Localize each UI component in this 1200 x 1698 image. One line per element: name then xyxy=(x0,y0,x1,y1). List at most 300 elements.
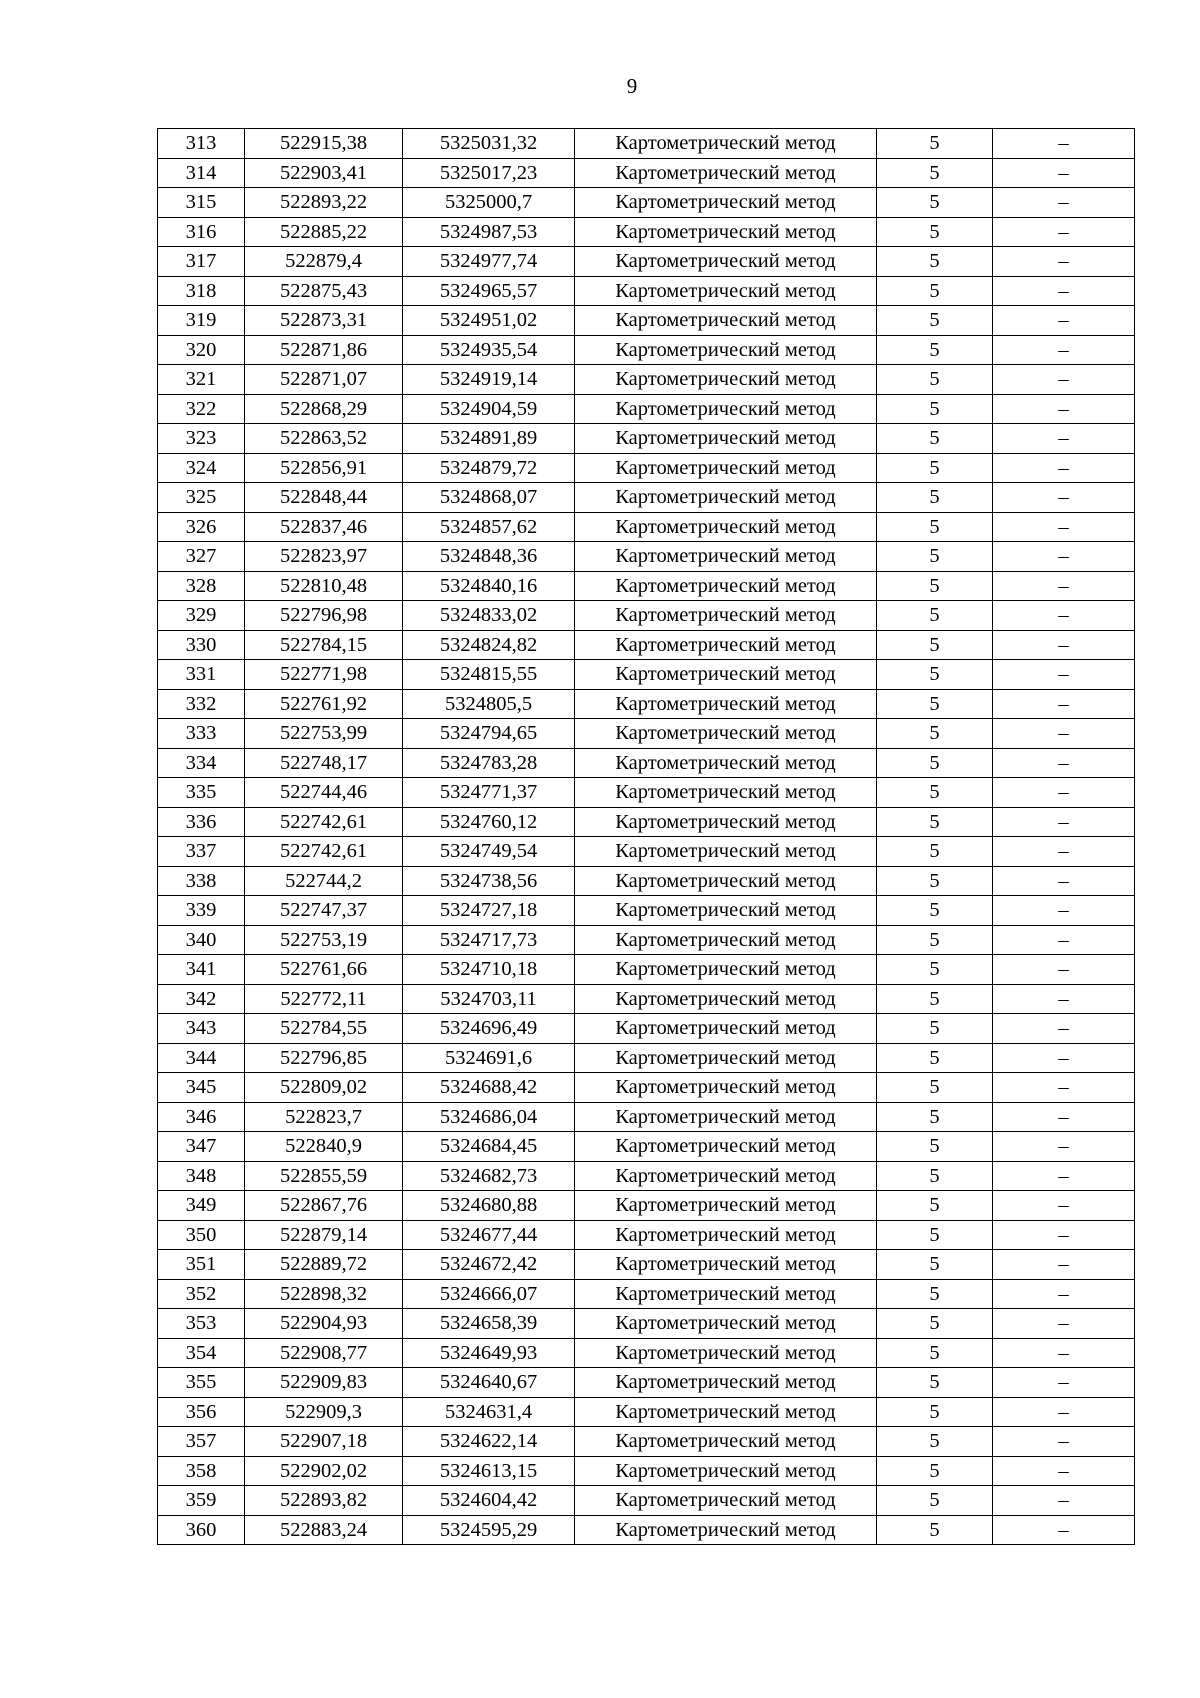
accuracy-cell: 5 xyxy=(877,247,993,277)
method-cell: Картометрический метод xyxy=(575,778,877,808)
table-row xyxy=(158,896,1135,926)
table-row xyxy=(158,925,1135,955)
table-row xyxy=(158,1250,1135,1280)
method-cell: Картометрический метод xyxy=(575,1456,877,1486)
point-number-cell: 350 xyxy=(158,1220,245,1250)
table-row xyxy=(158,1486,1135,1516)
table-row xyxy=(158,394,1135,424)
x-coordinate-cell: 522742,61 xyxy=(245,837,403,867)
y-coordinate-cell: 5324868,07 xyxy=(403,483,575,513)
point-number-cell: 336 xyxy=(158,807,245,837)
accuracy-cell: 5 xyxy=(877,512,993,542)
point-number-cell: 352 xyxy=(158,1279,245,1309)
x-coordinate-cell: 522744,2 xyxy=(245,866,403,896)
point-number-cell: 326 xyxy=(158,512,245,542)
point-number-cell: 353 xyxy=(158,1309,245,1339)
description-cell: – xyxy=(993,1043,1135,1073)
accuracy-cell: 5 xyxy=(877,660,993,690)
y-coordinate-cell: 5325031,32 xyxy=(403,129,575,159)
y-coordinate-cell: 5324696,49 xyxy=(403,1014,575,1044)
x-coordinate-cell: 522871,07 xyxy=(245,365,403,395)
y-coordinate-cell: 5324794,65 xyxy=(403,719,575,749)
y-coordinate-cell: 5324691,6 xyxy=(403,1043,575,1073)
y-coordinate-cell: 5324703,11 xyxy=(403,984,575,1014)
x-coordinate-cell: 522837,46 xyxy=(245,512,403,542)
method-cell: Картометрический метод xyxy=(575,748,877,778)
point-number-cell: 331 xyxy=(158,660,245,690)
point-number-cell: 329 xyxy=(158,601,245,631)
page-number: 9 xyxy=(626,74,638,98)
accuracy-cell: 5 xyxy=(877,1250,993,1280)
x-coordinate-cell: 522868,29 xyxy=(245,394,403,424)
method-cell: Картометрический метод xyxy=(575,1397,877,1427)
table-row xyxy=(158,601,1135,631)
table-row xyxy=(158,1073,1135,1103)
method-cell: Картометрический метод xyxy=(575,837,877,867)
y-coordinate-cell: 5324640,67 xyxy=(403,1368,575,1398)
coordinates-table xyxy=(157,128,1135,1545)
table-row xyxy=(158,217,1135,247)
y-coordinate-cell: 5324965,57 xyxy=(403,276,575,306)
method-cell: Картометрический метод xyxy=(575,807,877,837)
point-number-cell: 342 xyxy=(158,984,245,1014)
x-coordinate-cell: 522796,85 xyxy=(245,1043,403,1073)
description-cell: – xyxy=(993,1220,1135,1250)
point-number-cell: 328 xyxy=(158,571,245,601)
table-row xyxy=(158,866,1135,896)
table-row xyxy=(158,1132,1135,1162)
accuracy-cell: 5 xyxy=(877,158,993,188)
accuracy-cell: 5 xyxy=(877,188,993,218)
y-coordinate-cell: 5324684,45 xyxy=(403,1132,575,1162)
method-cell: Картометрический метод xyxy=(575,1427,877,1457)
description-cell: – xyxy=(993,660,1135,690)
point-number-cell: 339 xyxy=(158,896,245,926)
point-number-cell: 359 xyxy=(158,1486,245,1516)
y-coordinate-cell: 5324604,42 xyxy=(403,1486,575,1516)
point-number-cell: 315 xyxy=(158,188,245,218)
method-cell: Картометрический метод xyxy=(575,866,877,896)
table-row xyxy=(158,837,1135,867)
table-row xyxy=(158,424,1135,454)
description-cell: – xyxy=(993,1338,1135,1368)
table-row xyxy=(158,1043,1135,1073)
y-coordinate-cell: 5324688,42 xyxy=(403,1073,575,1103)
description-cell: – xyxy=(993,1132,1135,1162)
method-cell: Картометрический метод xyxy=(575,1132,877,1162)
description-cell: – xyxy=(993,365,1135,395)
point-number-cell: 358 xyxy=(158,1456,245,1486)
x-coordinate-cell: 522903,41 xyxy=(245,158,403,188)
x-coordinate-cell: 522908,77 xyxy=(245,1338,403,1368)
accuracy-cell: 5 xyxy=(877,807,993,837)
y-coordinate-cell: 5324805,5 xyxy=(403,689,575,719)
coordinates-table-body xyxy=(158,129,1135,1545)
x-coordinate-cell: 522883,24 xyxy=(245,1515,403,1545)
description-cell: – xyxy=(993,1250,1135,1280)
point-number-cell: 330 xyxy=(158,630,245,660)
point-number-cell: 335 xyxy=(158,778,245,808)
method-cell: Картометрический метод xyxy=(575,1279,877,1309)
x-coordinate-cell: 522879,14 xyxy=(245,1220,403,1250)
description-cell: – xyxy=(993,866,1135,896)
table-row xyxy=(158,689,1135,719)
method-cell: Картометрический метод xyxy=(575,984,877,1014)
method-cell: Картометрический метод xyxy=(575,1515,877,1545)
point-number-cell: 351 xyxy=(158,1250,245,1280)
description-cell: – xyxy=(993,1456,1135,1486)
method-cell: Картометрический метод xyxy=(575,247,877,277)
y-coordinate-cell: 5324622,14 xyxy=(403,1427,575,1457)
point-number-cell: 343 xyxy=(158,1014,245,1044)
table-row xyxy=(158,542,1135,572)
method-cell: Картометрический метод xyxy=(575,1309,877,1339)
point-number-cell: 313 xyxy=(158,129,245,159)
x-coordinate-cell: 522796,98 xyxy=(245,601,403,631)
y-coordinate-cell: 5324815,55 xyxy=(403,660,575,690)
description-cell: – xyxy=(993,837,1135,867)
accuracy-cell: 5 xyxy=(877,365,993,395)
table-row xyxy=(158,276,1135,306)
description-cell: – xyxy=(993,1515,1135,1545)
y-coordinate-cell: 5324783,28 xyxy=(403,748,575,778)
method-cell: Картометрический метод xyxy=(575,660,877,690)
accuracy-cell: 5 xyxy=(877,748,993,778)
method-cell: Картометрический метод xyxy=(575,158,877,188)
y-coordinate-cell: 5324879,72 xyxy=(403,453,575,483)
description-cell: – xyxy=(993,807,1135,837)
x-coordinate-cell: 522823,97 xyxy=(245,542,403,572)
method-cell: Картометрический метод xyxy=(575,1014,877,1044)
y-coordinate-cell: 5324717,73 xyxy=(403,925,575,955)
x-coordinate-cell: 522915,38 xyxy=(245,129,403,159)
accuracy-cell: 5 xyxy=(877,1043,993,1073)
point-number-cell: 348 xyxy=(158,1161,245,1191)
point-number-cell: 321 xyxy=(158,365,245,395)
point-number-cell: 345 xyxy=(158,1073,245,1103)
description-cell: – xyxy=(993,571,1135,601)
y-coordinate-cell: 5324686,04 xyxy=(403,1102,575,1132)
description-cell: – xyxy=(993,1309,1135,1339)
method-cell: Картометрический метод xyxy=(575,424,877,454)
accuracy-cell: 5 xyxy=(877,955,993,985)
point-number-cell: 332 xyxy=(158,689,245,719)
x-coordinate-cell: 522761,66 xyxy=(245,955,403,985)
description-cell: – xyxy=(993,1014,1135,1044)
point-number-cell: 323 xyxy=(158,424,245,454)
accuracy-cell: 5 xyxy=(877,424,993,454)
table-row xyxy=(158,512,1135,542)
method-cell: Картометрический метод xyxy=(575,601,877,631)
description-cell: – xyxy=(993,630,1135,660)
point-number-cell: 337 xyxy=(158,837,245,867)
table-row xyxy=(158,1456,1135,1486)
point-number-cell: 355 xyxy=(158,1368,245,1398)
method-cell: Картометрический метод xyxy=(575,1102,877,1132)
table-row xyxy=(158,453,1135,483)
accuracy-cell: 5 xyxy=(877,896,993,926)
method-cell: Картометрический метод xyxy=(575,1191,877,1221)
point-number-cell: 341 xyxy=(158,955,245,985)
description-cell: – xyxy=(993,1279,1135,1309)
table-row xyxy=(158,807,1135,837)
method-cell: Картометрический метод xyxy=(575,335,877,365)
method-cell: Картометрический метод xyxy=(575,571,877,601)
description-cell: – xyxy=(993,453,1135,483)
table-row xyxy=(158,1309,1135,1339)
accuracy-cell: 5 xyxy=(877,542,993,572)
description-cell: – xyxy=(993,483,1135,513)
x-coordinate-cell: 522784,15 xyxy=(245,630,403,660)
accuracy-cell: 5 xyxy=(877,483,993,513)
accuracy-cell: 5 xyxy=(877,394,993,424)
accuracy-cell: 5 xyxy=(877,1486,993,1516)
x-coordinate-cell: 522898,32 xyxy=(245,1279,403,1309)
table-row xyxy=(158,158,1135,188)
table-row xyxy=(158,571,1135,601)
description-cell: – xyxy=(993,335,1135,365)
method-cell: Картометрический метод xyxy=(575,1486,877,1516)
x-coordinate-cell: 522909,83 xyxy=(245,1368,403,1398)
method-cell: Картометрический метод xyxy=(575,306,877,336)
description-cell: – xyxy=(993,719,1135,749)
accuracy-cell: 5 xyxy=(877,335,993,365)
y-coordinate-cell: 5324749,54 xyxy=(403,837,575,867)
accuracy-cell: 5 xyxy=(877,571,993,601)
method-cell: Картометрический метод xyxy=(575,896,877,926)
description-cell: – xyxy=(993,512,1135,542)
accuracy-cell: 5 xyxy=(877,1368,993,1398)
description-cell: – xyxy=(993,1427,1135,1457)
y-coordinate-cell: 5324824,82 xyxy=(403,630,575,660)
method-cell: Картометрический метод xyxy=(575,1161,877,1191)
method-cell: Картометрический метод xyxy=(575,1220,877,1250)
accuracy-cell: 5 xyxy=(877,778,993,808)
point-number-cell: 360 xyxy=(158,1515,245,1545)
y-coordinate-cell: 5324891,89 xyxy=(403,424,575,454)
y-coordinate-cell: 5325000,7 xyxy=(403,188,575,218)
y-coordinate-cell: 5324710,18 xyxy=(403,955,575,985)
x-coordinate-cell: 522856,91 xyxy=(245,453,403,483)
x-coordinate-cell: 522744,46 xyxy=(245,778,403,808)
point-number-cell: 318 xyxy=(158,276,245,306)
accuracy-cell: 5 xyxy=(877,630,993,660)
x-coordinate-cell: 522810,48 xyxy=(245,571,403,601)
method-cell: Картометрический метод xyxy=(575,1368,877,1398)
accuracy-cell: 5 xyxy=(877,1338,993,1368)
description-cell: – xyxy=(993,394,1135,424)
point-number-cell: 327 xyxy=(158,542,245,572)
x-coordinate-cell: 522784,55 xyxy=(245,1014,403,1044)
x-coordinate-cell: 522848,44 xyxy=(245,483,403,513)
accuracy-cell: 5 xyxy=(877,866,993,896)
y-coordinate-cell: 5324682,73 xyxy=(403,1161,575,1191)
table-row xyxy=(158,365,1135,395)
y-coordinate-cell: 5324613,15 xyxy=(403,1456,575,1486)
table-row xyxy=(158,748,1135,778)
accuracy-cell: 5 xyxy=(877,689,993,719)
method-cell: Картометрический метод xyxy=(575,276,877,306)
point-number-cell: 356 xyxy=(158,1397,245,1427)
point-number-cell: 349 xyxy=(158,1191,245,1221)
x-coordinate-cell: 522904,93 xyxy=(245,1309,403,1339)
table-row xyxy=(158,306,1135,336)
y-coordinate-cell: 5324833,02 xyxy=(403,601,575,631)
point-number-cell: 340 xyxy=(158,925,245,955)
accuracy-cell: 5 xyxy=(877,601,993,631)
accuracy-cell: 5 xyxy=(877,1279,993,1309)
accuracy-cell: 5 xyxy=(877,217,993,247)
description-cell: – xyxy=(993,158,1135,188)
y-coordinate-cell: 5324857,62 xyxy=(403,512,575,542)
table-row xyxy=(158,335,1135,365)
x-coordinate-cell: 522771,98 xyxy=(245,660,403,690)
point-number-cell: 320 xyxy=(158,335,245,365)
description-cell: – xyxy=(993,896,1135,926)
x-coordinate-cell: 522748,17 xyxy=(245,748,403,778)
point-number-cell: 317 xyxy=(158,247,245,277)
method-cell: Картометрический метод xyxy=(575,1338,877,1368)
description-cell: – xyxy=(993,748,1135,778)
x-coordinate-cell: 522875,43 xyxy=(245,276,403,306)
description-cell: – xyxy=(993,955,1135,985)
accuracy-cell: 5 xyxy=(877,1102,993,1132)
description-cell: – xyxy=(993,1102,1135,1132)
method-cell: Картометрический метод xyxy=(575,365,877,395)
table-row xyxy=(158,630,1135,660)
accuracy-cell: 5 xyxy=(877,129,993,159)
description-cell: – xyxy=(993,1486,1135,1516)
method-cell: Картометрический метод xyxy=(575,217,877,247)
table-row xyxy=(158,1427,1135,1457)
table-row xyxy=(158,984,1135,1014)
accuracy-cell: 5 xyxy=(877,1515,993,1545)
description-cell: – xyxy=(993,217,1135,247)
x-coordinate-cell: 522871,86 xyxy=(245,335,403,365)
accuracy-cell: 5 xyxy=(877,1191,993,1221)
method-cell: Картометрический метод xyxy=(575,188,877,218)
table-row xyxy=(158,483,1135,513)
y-coordinate-cell: 5324760,12 xyxy=(403,807,575,837)
method-cell: Картометрический метод xyxy=(575,630,877,660)
accuracy-cell: 5 xyxy=(877,1309,993,1339)
accuracy-cell: 5 xyxy=(877,1073,993,1103)
x-coordinate-cell: 522753,19 xyxy=(245,925,403,955)
point-number-cell: 346 xyxy=(158,1102,245,1132)
accuracy-cell: 5 xyxy=(877,925,993,955)
description-cell: – xyxy=(993,306,1135,336)
y-coordinate-cell: 5324919,14 xyxy=(403,365,575,395)
accuracy-cell: 5 xyxy=(877,1397,993,1427)
method-cell: Картометрический метод xyxy=(575,483,877,513)
description-cell: – xyxy=(993,1397,1135,1427)
y-coordinate-cell: 5324680,88 xyxy=(403,1191,575,1221)
y-coordinate-cell: 5324987,53 xyxy=(403,217,575,247)
x-coordinate-cell: 522873,31 xyxy=(245,306,403,336)
description-cell: – xyxy=(993,601,1135,631)
table-row xyxy=(158,1338,1135,1368)
y-coordinate-cell: 5324658,39 xyxy=(403,1309,575,1339)
description-cell: – xyxy=(993,1368,1135,1398)
description-cell: – xyxy=(993,129,1135,159)
y-coordinate-cell: 5324677,44 xyxy=(403,1220,575,1250)
accuracy-cell: 5 xyxy=(877,1014,993,1044)
table-row xyxy=(158,129,1135,159)
method-cell: Картометрический метод xyxy=(575,1250,877,1280)
description-cell: – xyxy=(993,1073,1135,1103)
table-row xyxy=(158,660,1135,690)
y-coordinate-cell: 5325017,23 xyxy=(403,158,575,188)
point-number-cell: 316 xyxy=(158,217,245,247)
description-cell: – xyxy=(993,424,1135,454)
table-row xyxy=(158,1279,1135,1309)
accuracy-cell: 5 xyxy=(877,1132,993,1162)
accuracy-cell: 5 xyxy=(877,837,993,867)
accuracy-cell: 5 xyxy=(877,453,993,483)
x-coordinate-cell: 522863,52 xyxy=(245,424,403,454)
table-row xyxy=(158,247,1135,277)
point-number-cell: 314 xyxy=(158,158,245,188)
description-cell: – xyxy=(993,984,1135,1014)
table-row xyxy=(158,1397,1135,1427)
y-coordinate-cell: 5324904,59 xyxy=(403,394,575,424)
method-cell: Картометрический метод xyxy=(575,689,877,719)
x-coordinate-cell: 522809,02 xyxy=(245,1073,403,1103)
method-cell: Картометрический метод xyxy=(575,955,877,985)
y-coordinate-cell: 5324848,36 xyxy=(403,542,575,572)
table-row xyxy=(158,1515,1135,1545)
table-row xyxy=(158,1014,1135,1044)
table-row xyxy=(158,1220,1135,1250)
point-number-cell: 354 xyxy=(158,1338,245,1368)
x-coordinate-cell: 522753,99 xyxy=(245,719,403,749)
point-number-cell: 325 xyxy=(158,483,245,513)
table-row xyxy=(158,719,1135,749)
method-cell: Картометрический метод xyxy=(575,512,877,542)
accuracy-cell: 5 xyxy=(877,1456,993,1486)
y-coordinate-cell: 5324935,54 xyxy=(403,335,575,365)
description-cell: – xyxy=(993,689,1135,719)
table-row xyxy=(158,1368,1135,1398)
description-cell: – xyxy=(993,778,1135,808)
x-coordinate-cell: 522907,18 xyxy=(245,1427,403,1457)
x-coordinate-cell: 522772,11 xyxy=(245,984,403,1014)
x-coordinate-cell: 522742,61 xyxy=(245,807,403,837)
accuracy-cell: 5 xyxy=(877,276,993,306)
description-cell: – xyxy=(993,1161,1135,1191)
x-coordinate-cell: 522893,82 xyxy=(245,1486,403,1516)
y-coordinate-cell: 5324666,07 xyxy=(403,1279,575,1309)
x-coordinate-cell: 522840,9 xyxy=(245,1132,403,1162)
point-number-cell: 338 xyxy=(158,866,245,896)
accuracy-cell: 5 xyxy=(877,1161,993,1191)
x-coordinate-cell: 522889,72 xyxy=(245,1250,403,1280)
description-cell: – xyxy=(993,188,1135,218)
x-coordinate-cell: 522867,76 xyxy=(245,1191,403,1221)
table-row xyxy=(158,1102,1135,1132)
point-number-cell: 344 xyxy=(158,1043,245,1073)
accuracy-cell: 5 xyxy=(877,984,993,1014)
point-number-cell: 319 xyxy=(158,306,245,336)
y-coordinate-cell: 5324738,56 xyxy=(403,866,575,896)
x-coordinate-cell: 522879,4 xyxy=(245,247,403,277)
table-row xyxy=(158,955,1135,985)
method-cell: Картометрический метод xyxy=(575,394,877,424)
accuracy-cell: 5 xyxy=(877,306,993,336)
x-coordinate-cell: 522855,59 xyxy=(245,1161,403,1191)
description-cell: – xyxy=(993,1191,1135,1221)
method-cell: Картометрический метод xyxy=(575,453,877,483)
